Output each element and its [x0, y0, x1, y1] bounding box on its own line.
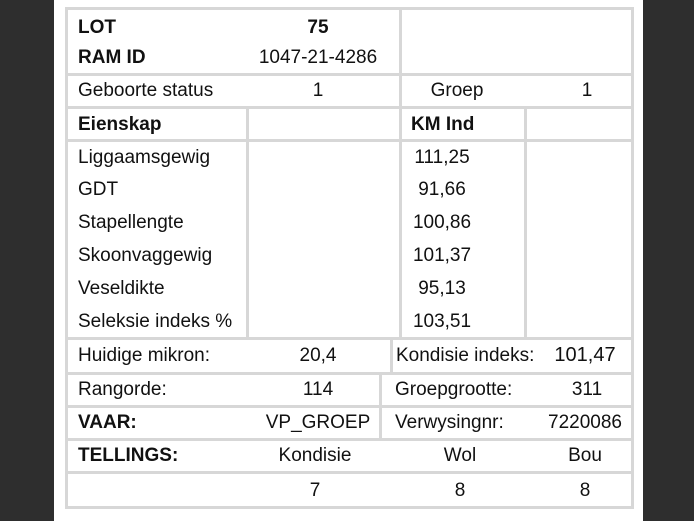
header-id-block [68, 10, 399, 73]
reference-cell [382, 408, 631, 438]
counts-header: Wol [443, 445, 477, 466]
trait-name: Veseldikte [78, 278, 165, 299]
lot-value: 75 [307, 17, 329, 38]
sire-value: VP_GROEP [265, 412, 371, 433]
counts-header: Bou [568, 445, 602, 466]
counts-label: TELLINGS: [78, 445, 179, 466]
condition-index-cell [393, 340, 631, 372]
group-size-value: 311 [571, 379, 603, 400]
micron-label: Huidige mikron: [78, 345, 210, 366]
trait-name: Stapellengte [78, 212, 184, 233]
rank-cell [68, 375, 379, 405]
group-size-label: Groepgrootte: [395, 379, 513, 400]
rank-label: Rangorde: [78, 379, 167, 400]
trait-name: Liggaamsgewig [78, 147, 211, 168]
index-column-header: KM Ind [411, 114, 475, 135]
trait-right-blank [527, 142, 631, 337]
trait-names-cell [68, 142, 246, 337]
index-header-cell [402, 109, 524, 139]
lot-label: LOT [78, 17, 116, 38]
trait-value: 95,13 [418, 278, 466, 299]
index-header-blank [527, 109, 631, 139]
sire-label: VAAR: [78, 412, 137, 433]
group-value: 1 [581, 80, 593, 101]
trait-blank-column [249, 142, 399, 337]
micron-value: 20,4 [299, 345, 337, 366]
trait-value: 101,37 [412, 245, 472, 266]
trait-name: Seleksie indeks % [78, 311, 233, 332]
trait-header-cell [68, 109, 246, 139]
trait-value: 100,86 [412, 212, 472, 233]
group-size-cell [382, 375, 631, 405]
condition-index-label: Kondisie indeks: [396, 345, 535, 366]
reference-value: 7220086 [548, 412, 622, 433]
birth-status-cell [68, 76, 399, 106]
birth-status-label: Geboorte status [78, 80, 214, 101]
counts-header: Kondisie [278, 445, 352, 466]
sire-cell [68, 408, 379, 438]
trait-name: Skoonvaggewig [78, 245, 213, 266]
counts-header-row [68, 441, 631, 471]
group-cell [402, 76, 631, 106]
trait-name: GDT [78, 179, 119, 200]
group-label: Groep [430, 80, 484, 101]
counts-value: 8 [579, 480, 591, 501]
condition-index-value: 101,47 [554, 344, 616, 366]
trait-column-header: Eienskap [78, 114, 162, 135]
micron-cell [68, 340, 390, 372]
reference-label: Verwysingnr: [395, 412, 504, 433]
trait-value: 91,66 [418, 179, 466, 200]
counts-value: 8 [454, 480, 466, 501]
trait-value: 111,25 [414, 147, 470, 168]
trait-value: 103,51 [412, 311, 472, 332]
trait-header-blank [249, 109, 399, 139]
birth-status-value: 1 [312, 80, 324, 101]
ram-info-card [65, 7, 634, 509]
ram-id-label: RAM ID [78, 47, 146, 68]
ram-id-value: 1047-21-4286 [258, 47, 378, 68]
header-blank-cell [402, 10, 631, 73]
trait-values-cell [402, 142, 524, 337]
counts-value: 7 [309, 480, 321, 501]
rank-value: 114 [302, 379, 334, 400]
counts-values-row [68, 474, 631, 506]
